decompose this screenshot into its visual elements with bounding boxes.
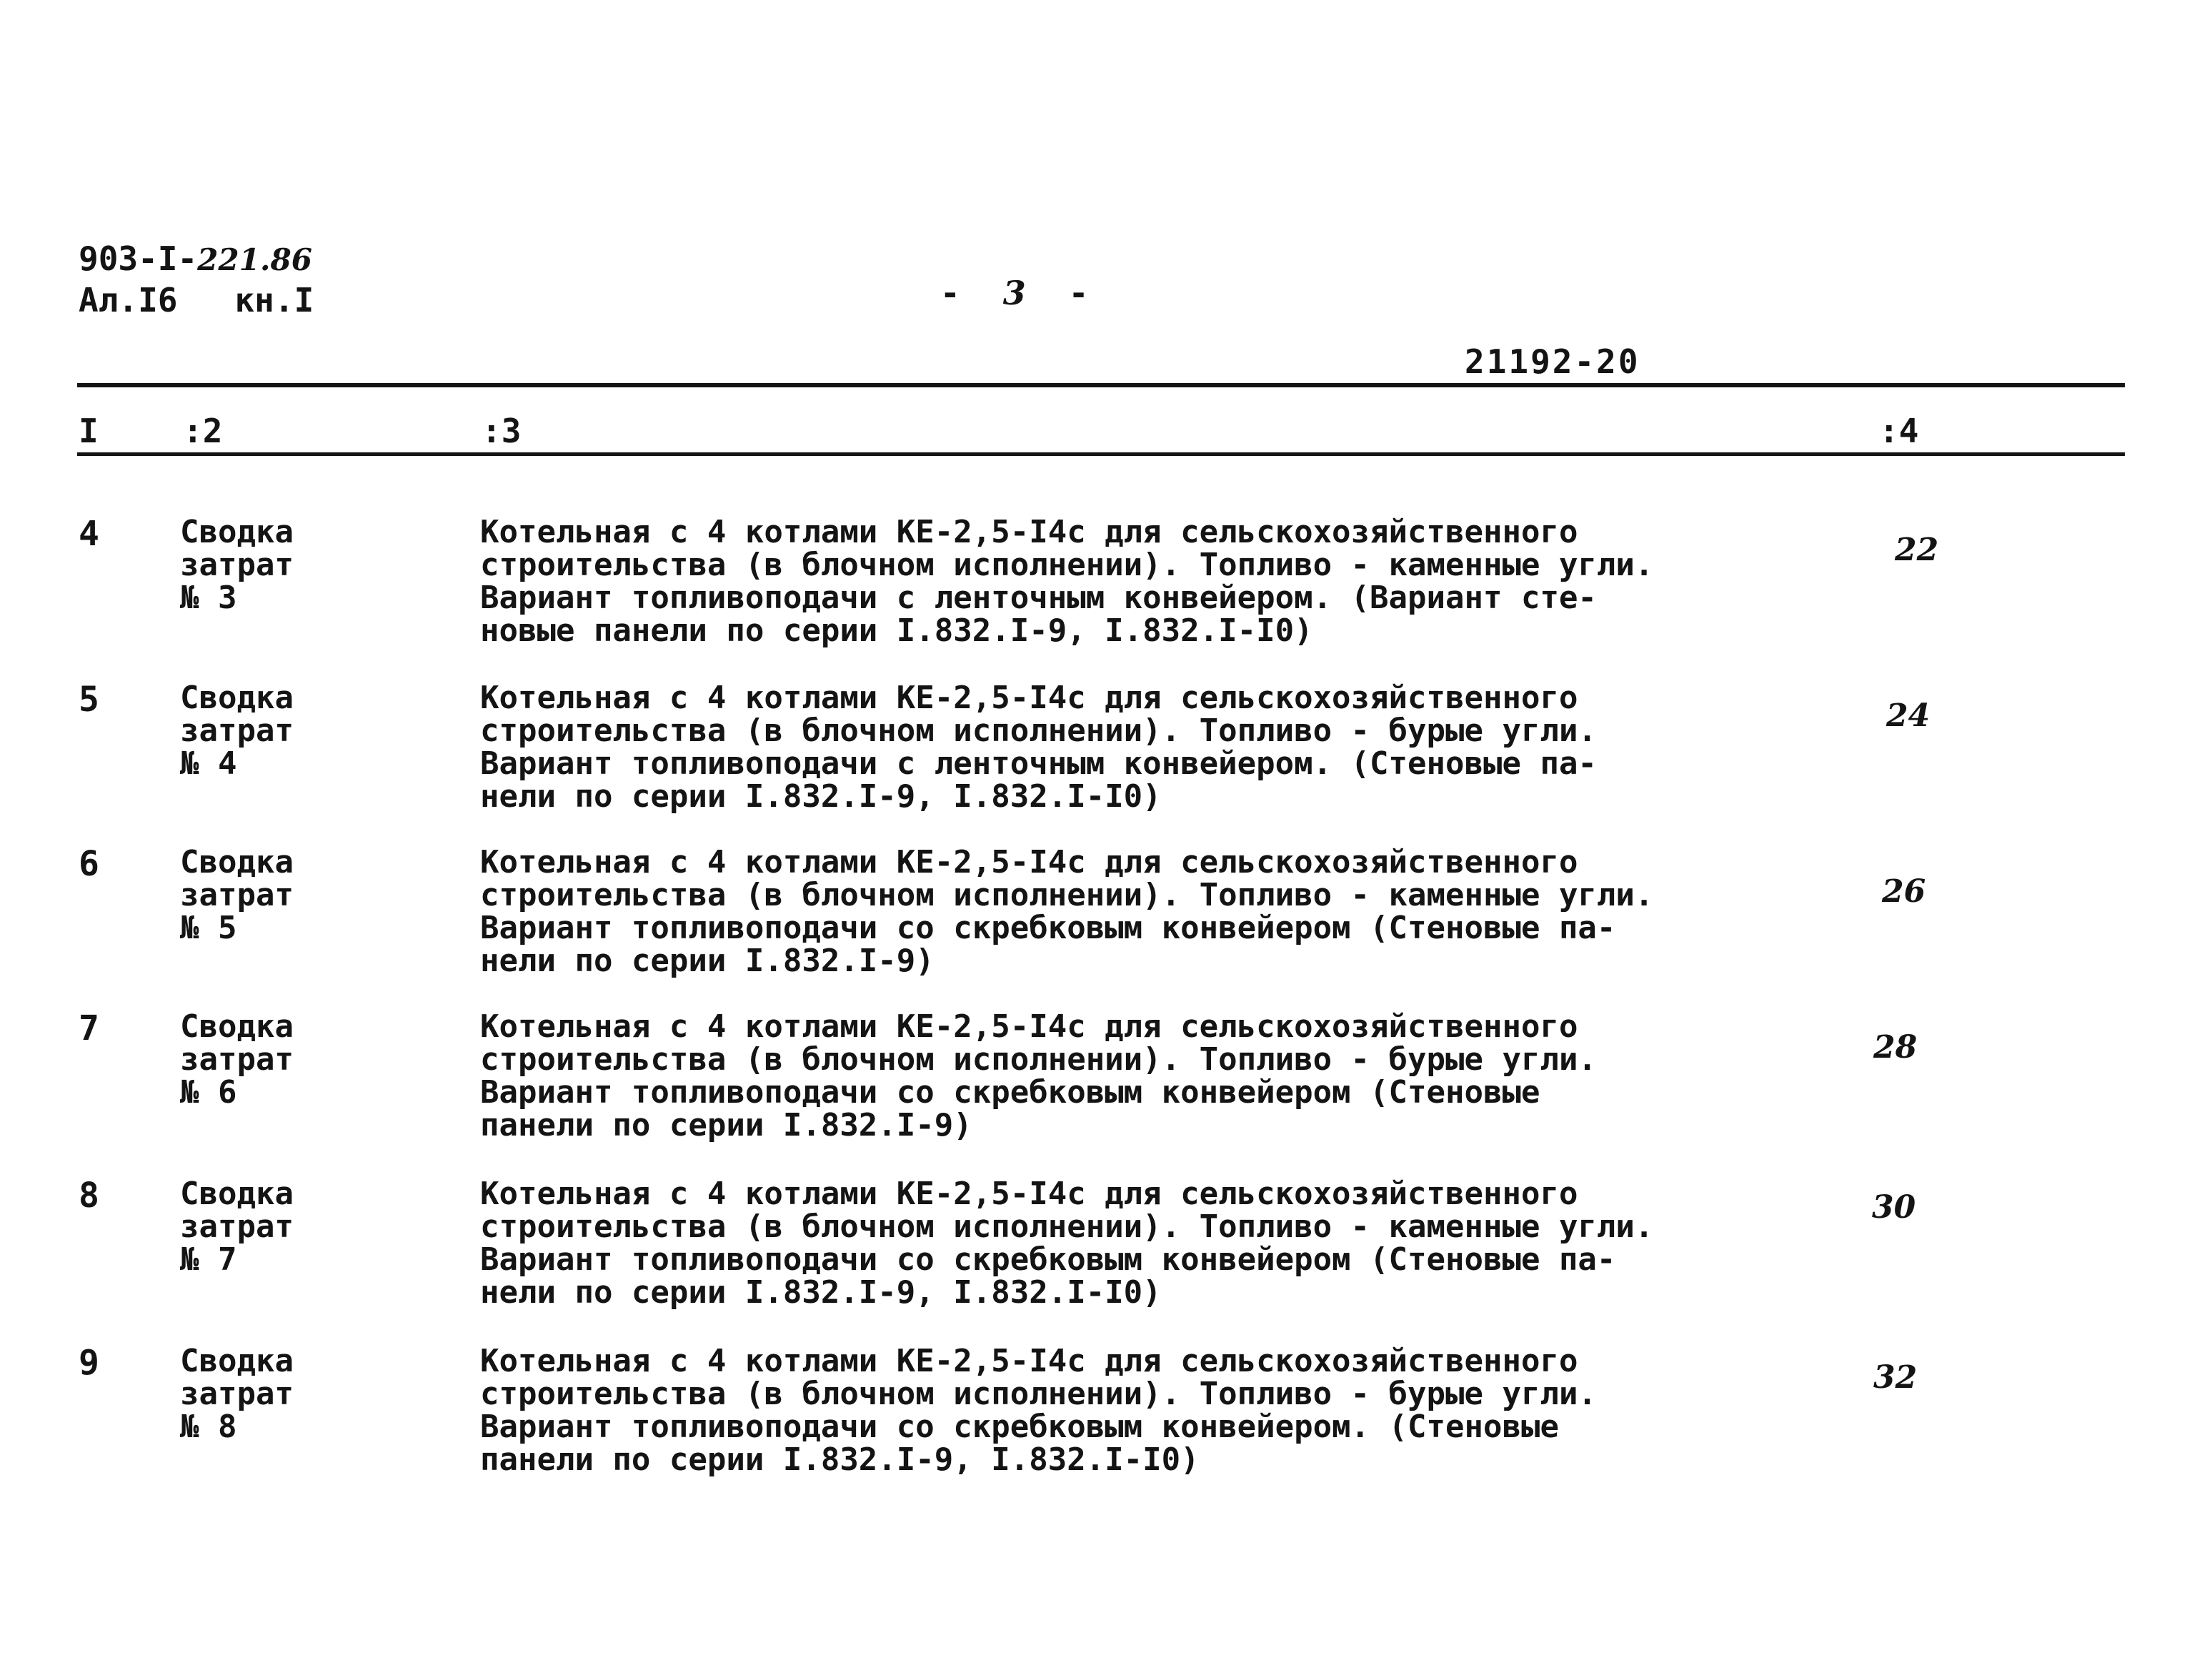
row-description [480,1008,1597,1143]
row-page-number: 30 [1872,1189,1916,1226]
description-line: панели по серии I.832.I-9) [480,1107,972,1143]
description-line: Котельная с 4 котлами КЕ-2,5-I4с для сельскохозяйственного [480,680,1578,716]
row-reference [180,1345,294,1444]
description-line: Вариант топливоподачи со скребковым конвейером (Стеновые па- [480,910,1616,946]
reference-line: затрат [180,547,294,583]
description-line: нели по серии I.832.I-9, I.832.I-I0) [480,1274,1162,1311]
row-reference [180,682,294,780]
reference-line: № 3 [180,580,237,616]
page-dash-left: - [940,274,960,312]
table-header-rule [77,452,2125,456]
description-line: строительства (в блочном исполнении). Топливо - каменные угли. [480,877,1654,913]
page-number [940,274,1088,312]
table-row [0,1008,2212,1168]
row-page-number: 24 [1886,698,1930,734]
table-top-rule [77,383,2125,387]
description-line: строительства (в блочном исполнении). Топливо - бурые угли. [480,1041,1597,1078]
table-row [0,682,2212,839]
reference-line: затрат [180,1376,294,1412]
row-number: 4 [79,514,99,554]
reference-line: Сводка [180,680,294,716]
table-row [0,846,2212,1003]
reference-line: № 6 [180,1074,237,1111]
row-description [480,1178,1653,1309]
row-reference [180,516,294,615]
column-header-4: :4 [1879,412,1919,450]
document-code [79,240,312,279]
book-label: кн.I [234,281,314,319]
inventory-stamp: 21192-20 [1465,342,1640,381]
column-header-2: :2 [183,412,223,450]
reference-line: затрат [180,877,294,913]
description-line: Котельная с 4 котлами КЕ-2,5-I4с для сельскохозяйственного [480,1176,1578,1212]
description-line: строительства (в блочном исполнении). Топливо - каменные угли. [480,1208,1654,1245]
description-line: Вариант топливоподачи со скребковым конвейером (Стеновые [480,1074,1540,1111]
row-description [480,682,1597,813]
description-line: Вариант топливоподачи с ленточным конвейером. (Стеновые па- [480,745,1597,782]
description-line: нели по серии I.832.I-9) [480,943,935,979]
reference-line: затрат [180,1208,294,1245]
column-header-3: :3 [482,412,522,450]
sheet-info [79,282,314,319]
reference-line: № 7 [180,1241,237,1278]
reference-line: № 5 [180,910,237,946]
reference-line: Сводка [180,1008,294,1045]
description-line: нели по серии I.832.I-9, I.832.I-I0) [480,778,1162,815]
row-number: 5 [79,680,99,720]
description-line: панели по серии I.832.I-9, I.832.I-I0) [480,1441,1200,1478]
description-line: Вариант топливоподачи со скребковым конвейером (Стеновые па- [480,1241,1616,1278]
table-row [0,1345,2212,1502]
row-description [480,1345,1597,1476]
row-description [480,516,1653,647]
row-number: 9 [79,1343,99,1383]
row-number: 7 [79,1008,99,1048]
reference-line: № 8 [180,1409,237,1445]
description-line: Котельная с 4 котлами КЕ-2,5-I4с для сельскохозяйственного [480,1343,1578,1379]
row-page-number: 22 [1895,532,1939,568]
row-description [480,846,1653,978]
row-number: 6 [79,844,99,884]
column-header-1: I [79,412,99,450]
reference-line: Сводка [180,1176,294,1212]
table-row [0,1178,2212,1335]
description-line: строительства (в блочном исполнении). Топливо - бурые угли. [480,1376,1597,1412]
reference-line: Сводка [180,1343,294,1379]
description-line: Вариант топливоподачи с ленточным конвейером. (Вариант сте- [480,580,1597,616]
description-line: строительства (в блочном исполнении). Топливо - каменные угли. [480,547,1654,583]
description-line: Котельная с 4 котлами КЕ-2,5-I4с для сельскохозяйственного [480,844,1578,880]
row-page-number: 26 [1882,873,1926,910]
reference-line: № 4 [180,745,237,782]
row-reference [180,1008,294,1111]
row-reference [180,1178,294,1276]
page-dash-right: - [1068,274,1089,312]
row-reference [180,846,294,945]
sheet-label: Ал.I6 [79,281,178,319]
document-code-printed: 903-I- [79,239,198,278]
reference-line: Сводка [180,844,294,880]
row-page-number: 32 [1873,1359,1918,1396]
row-page-number: 28 [1873,1029,1918,1066]
description-line: Вариант топливоподачи со скребковым конвейером. (Стеновые [480,1409,1559,1445]
page-number-value: 3 [1002,274,1026,312]
description-line: новые панели по серии I.832.I-9, I.832.I-I0) [480,612,1313,649]
description-line: Котельная с 4 котлами КЕ-2,5-I4с для сельскохозяйственного [480,1008,1578,1045]
description-line: Котельная с 4 котлами КЕ-2,5-I4с для сельскохозяйственного [480,514,1578,550]
row-number: 8 [79,1176,99,1216]
reference-line: Сводка [180,514,294,550]
table-row [0,516,2212,673]
reference-line: затрат [180,713,294,749]
reference-line: затрат [180,1041,294,1078]
description-line: строительства (в блочном исполнении). Топливо - бурые угли. [480,713,1597,749]
document-code-handwritten: 221.86 [197,242,312,277]
